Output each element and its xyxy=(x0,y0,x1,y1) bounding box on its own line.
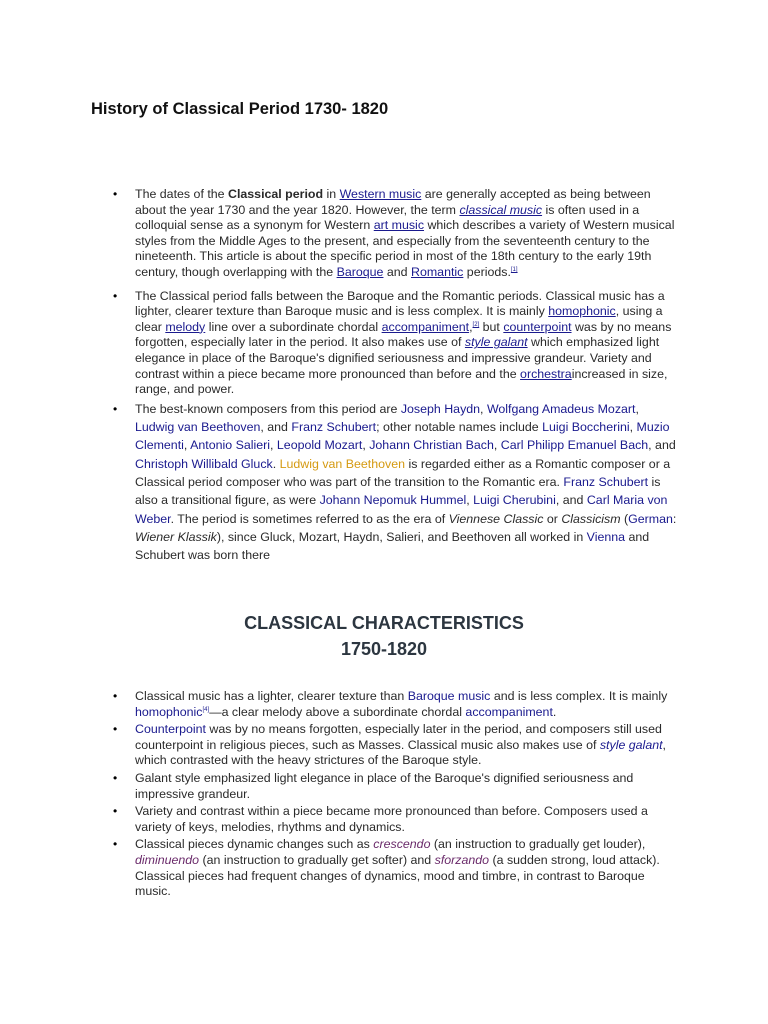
text: (an instruction to gradually get louder), xyxy=(430,837,646,852)
text: Classical music has a lighter, clearer texture than xyxy=(135,689,408,703)
text: —a clear melody above a subordinate chordal xyxy=(209,704,466,719)
link-vienna[interactable]: Vienna xyxy=(586,529,626,544)
text: , xyxy=(466,493,474,508)
italic-term: Viennese Classic xyxy=(448,511,544,526)
link-leopold-mozart[interactable]: Leopold Mozart xyxy=(276,438,363,453)
text: periods. xyxy=(463,264,511,279)
link-counterpoint[interactable]: counterpoint xyxy=(503,319,572,334)
text: which describes a variety of Western musical styles from the Middle Ages to the present, and especially from the seventeenth century to the nineteenth. This article is about the specific period in most of the 18th century to the early 19th century, though overlapping with the xyxy=(135,218,675,279)
text: , xyxy=(469,319,473,334)
text: is also a transitional figure, as were xyxy=(135,474,661,508)
link-classical-music[interactable]: classical music xyxy=(459,202,543,217)
term-diminuendo: diminuendo xyxy=(135,852,200,867)
link-homophonic[interactable]: homophonic xyxy=(548,304,616,319)
text: The best-known composers from this period are xyxy=(135,401,401,416)
link-schubert[interactable]: Franz Schubert xyxy=(291,420,377,435)
text: (a sudden strong, loud attack). Classical pieces had frequent changes of dynamics, mood and timbre, in contrast to Baroque music. xyxy=(135,852,660,899)
text: are generally accepted as being between about the year 1730 and the year 1820. However, the term xyxy=(135,187,651,217)
link-counterpoint[interactable]: Counterpoint xyxy=(135,722,206,737)
history-bullet-list xyxy=(135,187,680,572)
text: but xyxy=(479,319,504,334)
text: . The period is sometimes referred to as the era of xyxy=(170,511,449,526)
text: ; other notable names include xyxy=(376,420,543,435)
text: , and xyxy=(555,493,587,508)
text: which emphasized light elegance in place of the Baroque's dignified seriousness and impressive grandeur. Variety and contrast within a piece became more pronounced than before and the xyxy=(135,335,660,381)
link-boccherini[interactable]: Luigi Boccherini xyxy=(542,420,630,435)
text: and is less complex. It is mainly xyxy=(490,689,668,703)
text: increased in size, range, and power. xyxy=(135,366,668,397)
link-western-music[interactable]: Western music xyxy=(339,187,422,201)
text: . xyxy=(552,704,557,719)
text: , using a clear xyxy=(135,304,663,334)
list-item: • Galant style emphasized light elegance in place of the Baroque's dignified seriousness and impressive grandeur. xyxy=(135,771,680,802)
list-item xyxy=(135,289,680,398)
text: Classical pieces dynamic changes such as xyxy=(135,837,374,852)
link-romantic[interactable]: Romantic xyxy=(411,264,464,279)
link-mozart[interactable]: Wolfgang Amadeus Mozart xyxy=(486,401,636,416)
list-item xyxy=(135,187,680,281)
section-heading-years: 1750-1820 xyxy=(340,639,428,659)
text: The Classical period falls between the Baroque and the Romantic periods. Classical music has a lighter, clearer texture than Baroque music and is less complex. It is mainly xyxy=(135,288,665,319)
link-hummel[interactable]: Johann Nepomuk Hummel xyxy=(319,493,467,508)
link-beethoven[interactable]: Ludwig van Beethoven xyxy=(135,420,261,435)
text: in xyxy=(323,187,340,201)
link-melody[interactable]: melody xyxy=(165,319,206,334)
text: , and xyxy=(648,438,676,453)
page-title: History of Classical Period 1730- 1820 xyxy=(91,100,389,118)
text: ( xyxy=(620,511,629,526)
text: and xyxy=(383,264,412,279)
text: , xyxy=(635,401,639,416)
link-weber[interactable]: Carl Maria von Weber xyxy=(135,493,668,526)
text: , xyxy=(270,438,277,453)
link-accompaniment[interactable]: accompaniment xyxy=(465,704,553,719)
italic-term: Wiener Klassik xyxy=(135,529,217,544)
link-style-galant[interactable]: style galant xyxy=(599,737,663,752)
text: was by no means forgotten, especially later in the period. It also makes use of xyxy=(135,319,672,350)
bold-term: Classical period xyxy=(228,187,324,201)
text: : xyxy=(672,511,677,526)
text: , xyxy=(480,401,487,416)
text: , xyxy=(493,438,501,453)
list-item xyxy=(135,689,680,720)
link-homophonic[interactable]: homophonic xyxy=(135,704,203,719)
text: (an instruction to gradually get softer) and xyxy=(199,852,435,867)
text: and Schubert was born there xyxy=(135,529,650,563)
italic-term: Classicism xyxy=(561,511,621,526)
link-art-music[interactable]: art music xyxy=(373,218,425,233)
text: , xyxy=(362,438,370,453)
citation-link[interactable]: [4] xyxy=(202,706,210,713)
text: or xyxy=(543,511,562,526)
link-clementi[interactable]: Muzio Clementi xyxy=(135,420,670,453)
link-style-galant[interactable]: style galant xyxy=(464,335,528,350)
link-cpe-bach[interactable]: Carl Philipp Emanuel Bach xyxy=(500,438,649,453)
link-orchestra[interactable]: orchestra xyxy=(520,366,572,381)
text: , xyxy=(183,438,191,453)
section-heading: CLASSICAL CHARACTERISTICS xyxy=(244,613,524,633)
list-item: • Variety and contrast within a piece became more pronounced than before. Composers used a variety of keys, melodies, rhythms and dynamics. xyxy=(135,804,680,835)
link-jc-bach[interactable]: Johann Christian Bach xyxy=(369,438,494,453)
link-cherubini[interactable]: Luigi Cherubini xyxy=(473,493,556,508)
characteristics-bullet-list xyxy=(135,689,680,902)
text: The dates of the xyxy=(135,187,228,201)
citation-link[interactable]: [2] xyxy=(472,321,480,328)
text: ), since Gluck, Mozart, Haydn, Salieri, and Beethoven all worked in xyxy=(216,529,587,544)
link-baroque[interactable]: Baroque xyxy=(336,264,384,279)
link-gluck[interactable]: Christoph Willibald Gluck xyxy=(135,456,273,471)
text: was by no means forgotten, especially later in the period, and composers still used counterpoint in religious pieces, such as Masses. Classical music also makes use of xyxy=(135,722,662,752)
text: is regarded either as a Romantic composer or a Classical period composer who was part of the transition to the Romantic era. xyxy=(135,456,671,489)
term-sforzando: sforzando xyxy=(434,852,490,867)
link-accompaniment[interactable]: accompaniment xyxy=(381,319,470,334)
list-item xyxy=(135,837,680,899)
link-baroque-music[interactable]: Baroque music xyxy=(407,689,491,703)
list-item xyxy=(135,722,680,769)
text: . xyxy=(272,456,280,471)
text: line over a subordinate chordal xyxy=(205,319,382,334)
link-beethoven-visited[interactable]: Ludwig van Beethoven xyxy=(279,456,406,471)
text: , and xyxy=(260,420,292,435)
link-salieri[interactable]: Antonio Salieri xyxy=(190,438,271,453)
link-schubert[interactable]: Franz Schubert xyxy=(563,474,649,489)
text: , which contrasted with the heavy strictures of the Baroque style. xyxy=(135,737,666,768)
citation-link[interactable]: [1] xyxy=(510,266,518,273)
link-german[interactable]: German xyxy=(628,511,673,526)
term-crescendo: crescendo xyxy=(373,837,431,852)
text: , xyxy=(629,420,637,435)
list-item xyxy=(135,400,680,565)
link-joseph-haydn[interactable]: Joseph Haydn xyxy=(400,401,481,416)
text: is often used in a colloquial sense as a synonym for Western xyxy=(135,202,640,233)
